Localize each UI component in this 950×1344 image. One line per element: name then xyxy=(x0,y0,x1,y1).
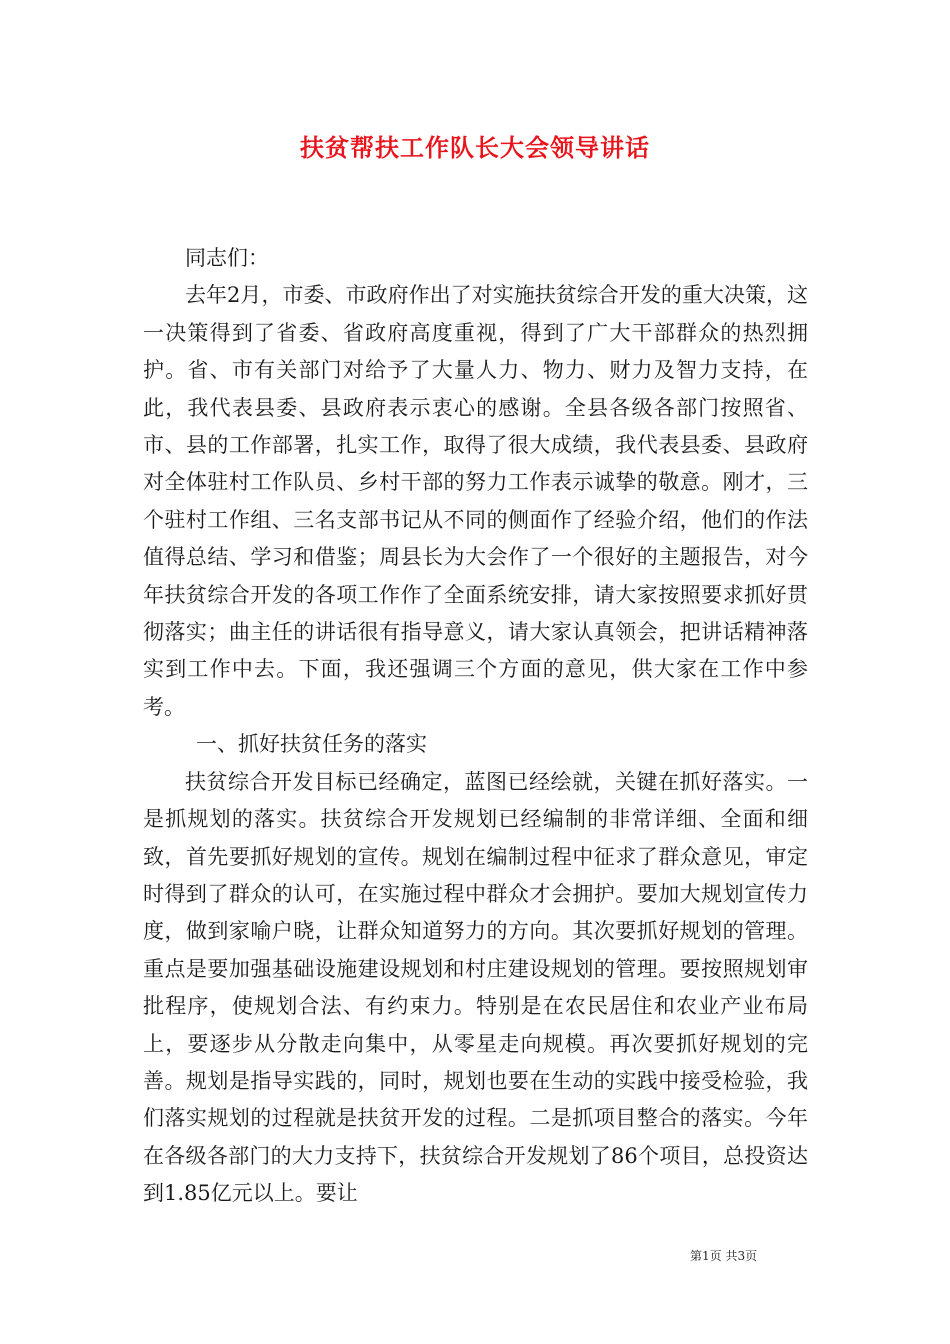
document-title: 扶贫帮扶工作队长大会领导讲话 xyxy=(300,134,650,162)
document-body xyxy=(143,240,808,1213)
page-number: 第1页 共3页 xyxy=(690,1249,758,1263)
section-paragraph: 扶贫综合开发目标已经确定，蓝图已经绘就，关键在抓好落实。一是抓规划的落实。扶贫综合开发规划已经编制的非常详细、全面和细致，首先要抓好规划的宣传。规划在编制过程中征求了群众意见，审定时得到了群众的认可，在实施过程中群众才会拥护。要加大规划宣传力度，做到家喻户晓，让群众知道努力的方向。其次要抓好规划的管理。重点是要加强基础设施建设规划和村庄建设规划的管理。要按照规划审批程序，使规划合法、有约束力。特别是在农民居住和农业产业布局上，要逐步从分散走向集中，从零星走向规模。再次要抓好规划的完善。规划是指导实践的，同时，规划也要在生动的实践中接受检验，我们落实规划的过程就是扶贫开发的过程。二是抓项目整合的落实。今年在各级各部门的大力支持下，扶贫综合开发规划了86个项目，总投资达到1.85亿元以上。要让 xyxy=(143,769,808,1206)
intro-paragraph: 去年2月，市委、市政府作出了对实施扶贫综合开发的重大决策，这一决策得到了省委、省政府高度重视，得到了广大干部群众的热烈拥护。省、市有关部门对给予了大量人力、物力、财力及智力支持，在此，我代表县委、县政府表示衷心的感谢。全县各级各部门按照省、市、县的工作部署，扎实工作，取得了很大成绩，我代表县委、县政府对全体驻村工作队员、乡村干部的努力工作表示诚挚的敬意。刚才，三个驻村工作组、三名支部书记从不同的侧面作了经验介绍，他们的作法值得总结、学习和借鉴；周县长为大会作了一个很好的主题报告，对今年扶贫综合开发的各项工作作了全面系统安排，请大家按照要求抓好贯彻落实；曲主任的讲话很有指导意义，请大家认真领会，把讲话精神落实到工作中去。下面，我还强调三个方面的意见，供大家在工作中参考。 xyxy=(143,283,808,719)
greeting: 同志们： xyxy=(185,246,269,270)
section-heading: 一、抓好扶贫任务的落实 xyxy=(196,732,427,757)
